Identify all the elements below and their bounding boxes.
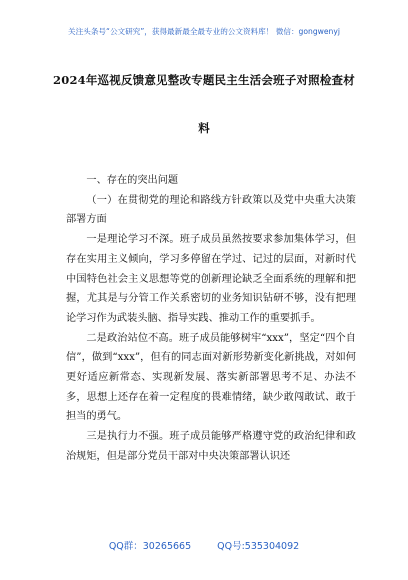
document-body xyxy=(66,171,356,467)
qq-number[interactable]: QQ号:535304092 xyxy=(217,541,300,552)
body-paragraph: 一是理论学习不深。班子成员虽然按要求参加集体学习，但存在实用主义倾向，学习多停留在学过、记过的层面，对新时代中国特色社会主义思想等党的创新理论缺乏全面系统的理解和把握，尤其是与分管工作关系密切的业务知识钻研不够，没有把理论学习作为武装头脑、指导实践、推动工作的重要抓手。 xyxy=(66,234,356,324)
document-title-line-1: 2024年巡视反馈意见整改专题民主生活会班子对照检查材 xyxy=(53,73,355,87)
footer-contact xyxy=(0,538,408,552)
qq-group-number[interactable]: QQ群：30265665 xyxy=(108,541,192,552)
document-title-line-2: 料 xyxy=(198,121,210,135)
subsection-heading: （一）在贯彻党的理论和路线方针政策以及党中央重大决策部署方面 xyxy=(66,194,356,226)
section-heading: 一、存在的突出问题 xyxy=(86,175,179,186)
body-paragraph: 二是政治站位不高。班子成员能够树牢“xxx”，坚定“四个自信”，做到“xxx”，但有的同志面对新形势新变化新挑战，对如何更好适应新常态、实现新发展、落实新部署思考不足、办法不多，思想上还存在着一定程度的畏难情绪，缺少敢闯敢试、敢于担当的勇气。 xyxy=(66,332,356,423)
promo-banner[interactable]: 关注头条号“公文研究”，获得最新最全最专业的公文资料库！ 微信：gongwenyj xyxy=(68,27,340,36)
body-paragraph: 三是执行力不强。班子成员能够严格遵守党的政治纪律和政治规矩，但是部分党员干部对中央决策部署认识还 xyxy=(66,431,356,462)
